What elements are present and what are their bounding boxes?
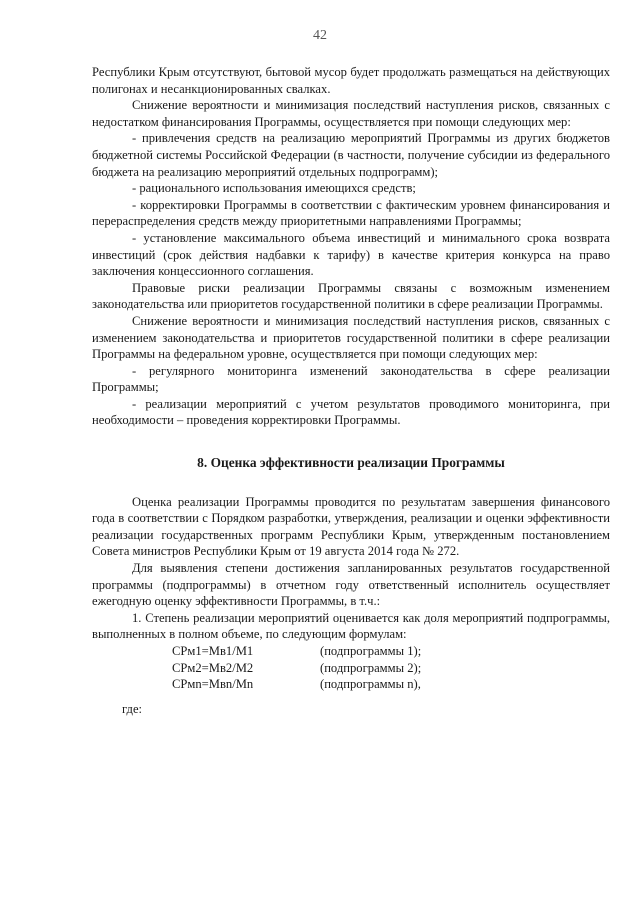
paragraph: - привлечения средств на реализацию мероприятий Программы из других бюджетов бюджетной системы Российской Федерации (в частности, получение субсидии из федерального бюджета на реализацию мероприятий отдельных подпрограмм); <box>92 131 610 179</box>
paragraph: Снижение вероятности и минимизация последствий наступления рисков, связанных с изменением законодательства и приоритетов государственной политики в сфере реализации Программы на федеральном уровне, осуществляется при помощи следующих мер: <box>92 313 610 362</box>
paragraph: - регулярного мониторинга изменений законодательства в сфере реализации Программы; <box>92 363 610 395</box>
where-label: где: <box>122 701 143 716</box>
formula-note: (подпрограммы 2); <box>320 660 422 675</box>
formula-note: (подпрограммы 1); <box>320 644 422 658</box>
formula: СРмn=Мвn/Мn <box>172 677 254 692</box>
formula: СРм1=Мв1/М1 <box>172 644 254 658</box>
paragraph: Республики Крым отсутствуют, бытовой мусор будет продолжать размещаться на действующих полигонах и несанкционированных свалках. <box>92 65 610 96</box>
paragraph: - установление максимального объема инвестиций и минимального срока возврата инвестиций (срок действия надбавки к тарифу) в качестве критерия конкурса на право заключения концессионного соглашения. <box>92 230 610 279</box>
formula-row <box>172 643 610 660</box>
paragraph: Снижение вероятности и минимизация последствий наступления рисков, связанных с недостатком финансирования Программы, осуществляется при помощи следующих мер: <box>92 98 610 129</box>
formula: СРм2=Мв2/М2 <box>172 660 254 675</box>
paragraph: 1. Степень реализации мероприятий оценивается как доля мероприятий подпрограммы, выполненных в полном объеме, по следующим формулам: <box>92 610 610 642</box>
formula-list <box>92 643 610 693</box>
paragraph: - реализации мероприятий с учетом результатов проводимого мониторинга, при необходимости – проведения корректировки Программы. <box>92 396 610 428</box>
paragraph: Для выявления степени достижения запланированных результатов государственной программы (подпрограммы) в отчетном году ответственный исполнитель осуществляет ежегодную оценку эффективности Программы, в т.ч.: <box>92 561 610 609</box>
page-number: 42 <box>313 28 327 43</box>
paragraph: Правовые риски реализации Программы связаны с возможным изменением законодательства или приоритетов государственной политики в сфере реализации Программы. <box>92 280 610 312</box>
formula-row <box>172 660 610 677</box>
document-body <box>92 64 610 717</box>
risk-measures-section <box>92 64 610 429</box>
paragraph: - рационального использования имеющихся средств; <box>132 181 416 196</box>
paragraph: - корректировки Программы в соответствии с фактическим уровнем финансирования и перераспределения средств между приоритетными направлениями Программы; <box>92 197 610 229</box>
paragraph: Оценка реализации Программы проводится по результатам завершения финансового года в соответствии с Порядком разработки, утверждения, реализации и оценки эффективности реализации государственных программ Республики Крым, утвержденным постановлением Совета министров Республики Крым от 19 августа 2014 года № 272. <box>92 494 610 559</box>
evaluation-section <box>92 494 610 643</box>
section-heading: 8. Оценка эффективности реализации Программы <box>197 455 505 471</box>
formula-note: (подпрограммы n), <box>320 677 421 692</box>
formula-row <box>172 676 610 693</box>
